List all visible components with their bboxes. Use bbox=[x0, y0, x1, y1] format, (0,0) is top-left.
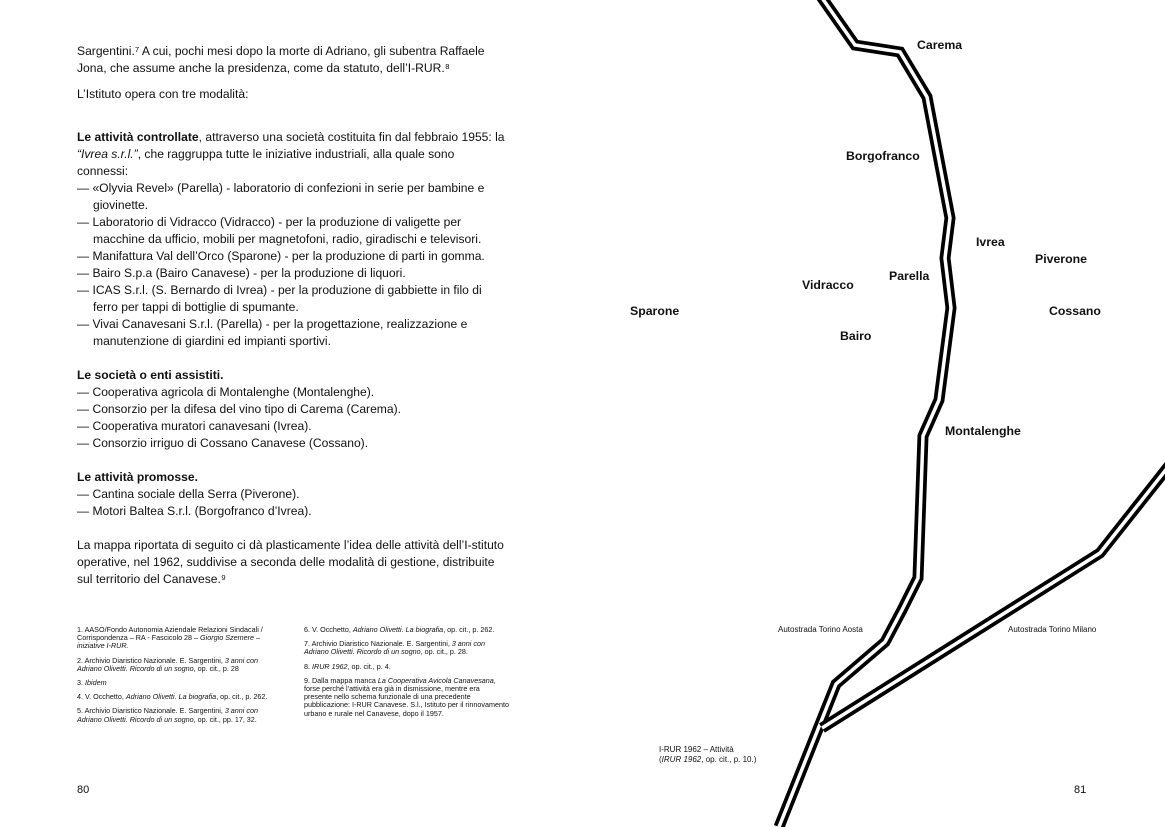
list-item: — Laboratorio di Vidracco (Vidracco) - per la produzione di valigette per macchine da ufficio, mobili per magnetofoni, radio, giradischi e televisori. bbox=[77, 215, 482, 246]
right-page bbox=[582, 0, 1165, 827]
footnote: 7. Archivio Diaristico Nazionale. E. Sargentini, 3 anni con Adriano Olivetti. Ricordo di un sogno, op. cit., p. 28. bbox=[304, 639, 485, 657]
list-item: — Motori Baltea S.r.l. (Borgofranco d’Ivrea). bbox=[77, 504, 312, 518]
paragraph-closing: La mappa riportata di seguito ci dà plasticamente l’idea delle attività dell’I-stituto operative, nel 1962, suddivise a seconda delle modalità di gestione, distribuite sul territorio del Canavese.⁹ bbox=[77, 538, 504, 586]
footnote: 6. V. Occhetto, Adriano Olivetti. La biografia, op. cit., p. 262. bbox=[304, 625, 495, 634]
place-bairo: Bairo bbox=[840, 329, 872, 343]
place-cossano: Cossano bbox=[1049, 304, 1101, 318]
section2-title: Le società o enti assistiti. bbox=[77, 368, 224, 382]
list-item: — Manifattura Val dell’Orco (Sparone) - per la produzione di parti in gomma. bbox=[77, 249, 485, 263]
section2-list bbox=[77, 384, 507, 452]
list-item: — «Olyvia Revel» (Parella) - laboratorio di confezioni in serie per bambine e giovinette. bbox=[77, 181, 485, 212]
place-montalenghe: Montalenghe bbox=[945, 424, 1021, 438]
paragraph-intro: Sargentini.⁷ A cui, pochi mesi dopo la morte di Adriano, gli subentra Raffaele Jona, che assume anche la presidenza, come da statuto, dell’I-RUR.⁸ bbox=[77, 44, 485, 75]
footnotes-column-2 bbox=[304, 626, 509, 724]
label-autostrada-torino-milano: Autostrada Torino Milano bbox=[1008, 625, 1097, 634]
paragraph-modalita: L’Istituto opera con tre modalità: bbox=[77, 87, 249, 101]
list-item: — Vivai Canavesani S.r.l. (Parella) - per la progettazione, realizzazione e manutenzione di giardini ed impianti sportivi. bbox=[77, 317, 468, 348]
place-vidracco: Vidracco bbox=[802, 278, 854, 292]
canavese-map bbox=[582, 0, 1165, 827]
map-caption: I-RUR 1962 – Attività (IRUR 1962, op. cit., p. 10.) bbox=[659, 745, 757, 764]
footnote: 4. V. Occhetto, Adriano Olivetti. La biografia, op. cit., p. 262. bbox=[77, 692, 268, 702]
body-text bbox=[77, 43, 507, 588]
list-item: — Cantina sociale della Serra (Piverone). bbox=[77, 487, 300, 501]
place-ivrea: Ivrea bbox=[976, 235, 1005, 249]
list-item: — Bairo S.p.a (Bairo Canavese) - per la produzione di liquori. bbox=[77, 266, 406, 280]
section3-list bbox=[77, 486, 507, 520]
place-borgofranco: Borgofranco bbox=[846, 149, 920, 163]
list-item: — Cooperativa muratori canavesani (Ivrea). bbox=[77, 419, 312, 433]
page-number-left: 80 bbox=[77, 784, 90, 796]
section3-title: Le attività promosse. bbox=[77, 470, 198, 484]
road-torino-milano bbox=[822, 462, 1165, 728]
footnote: 2. Archivio Diaristico Nazionale. E. Sargentini, 3 anni con Adriano Olivetti. Ricordo di un sogno, op. cit., p. 28 bbox=[77, 655, 258, 673]
place-sparone: Sparone bbox=[630, 304, 680, 318]
footnote: 5. Archivio Diaristico Nazionale. E. Sargentini, 3 anni con Adriano Olivetti. Ricordo di un sogno, op. cit., pp. 17, 32. bbox=[77, 706, 258, 724]
list-item: — Consorzio per la difesa del vino tipo di Carema (Carema). bbox=[77, 402, 401, 416]
footnote: 9. Dalla mappa manca La Cooperativa Avicola Canavesana, forse perché l’attività era già in dismissione, mentre era presente nello schema funzionale di una precedente pubblicazione: I-RUR Canavese. S.l., Istituto per il rinnovamento urbano e rurale nel Canavese, dopo il 1957. bbox=[304, 675, 509, 718]
list-item: — Cooperativa agricola di Montalenghe (Montalenghe). bbox=[77, 385, 375, 399]
place-piverone: Piverone bbox=[1035, 252, 1087, 266]
place-parella: Parella bbox=[889, 269, 930, 283]
label-autostrada-torino-aosta: Autostrada Torino Aosta bbox=[778, 625, 863, 634]
list-item: — Consorzio irriguo di Cossano Canavese (Cossano). bbox=[77, 436, 369, 450]
place-carema: Carema bbox=[917, 38, 963, 52]
section1-list bbox=[77, 180, 507, 350]
footnote: 8. IRUR 1962, op. cit., p. 4. bbox=[304, 661, 391, 671]
left-page bbox=[0, 0, 582, 827]
section1-title: Le attività controllate bbox=[77, 130, 199, 144]
section1-intro: Le attività controllate, attraverso una società costituita fin dal febbraio 1955: la “Ivrea s.r.l.”, che raggruppa tutte le iniziative industriali, alla quale sono connessi: bbox=[77, 130, 505, 178]
list-item: — ICAS S.r.l. (S. Bernardo di Ivrea) - per la produzione di gabbiette in filo di ferro per tappi di bottiglie di spumante. bbox=[77, 283, 482, 314]
footnote: 3. Ibidem bbox=[77, 678, 107, 688]
footnotes-column-1 bbox=[77, 626, 282, 730]
page-number-right: 81 bbox=[1074, 784, 1087, 796]
footnote: 1. AASO/Fondo Autonomia Aziendale Relazioni Sindacali / Corrispondenza – RA - Fascicolo 28 – Giorgio Szemere – iniziative I-RUR. bbox=[77, 625, 263, 651]
